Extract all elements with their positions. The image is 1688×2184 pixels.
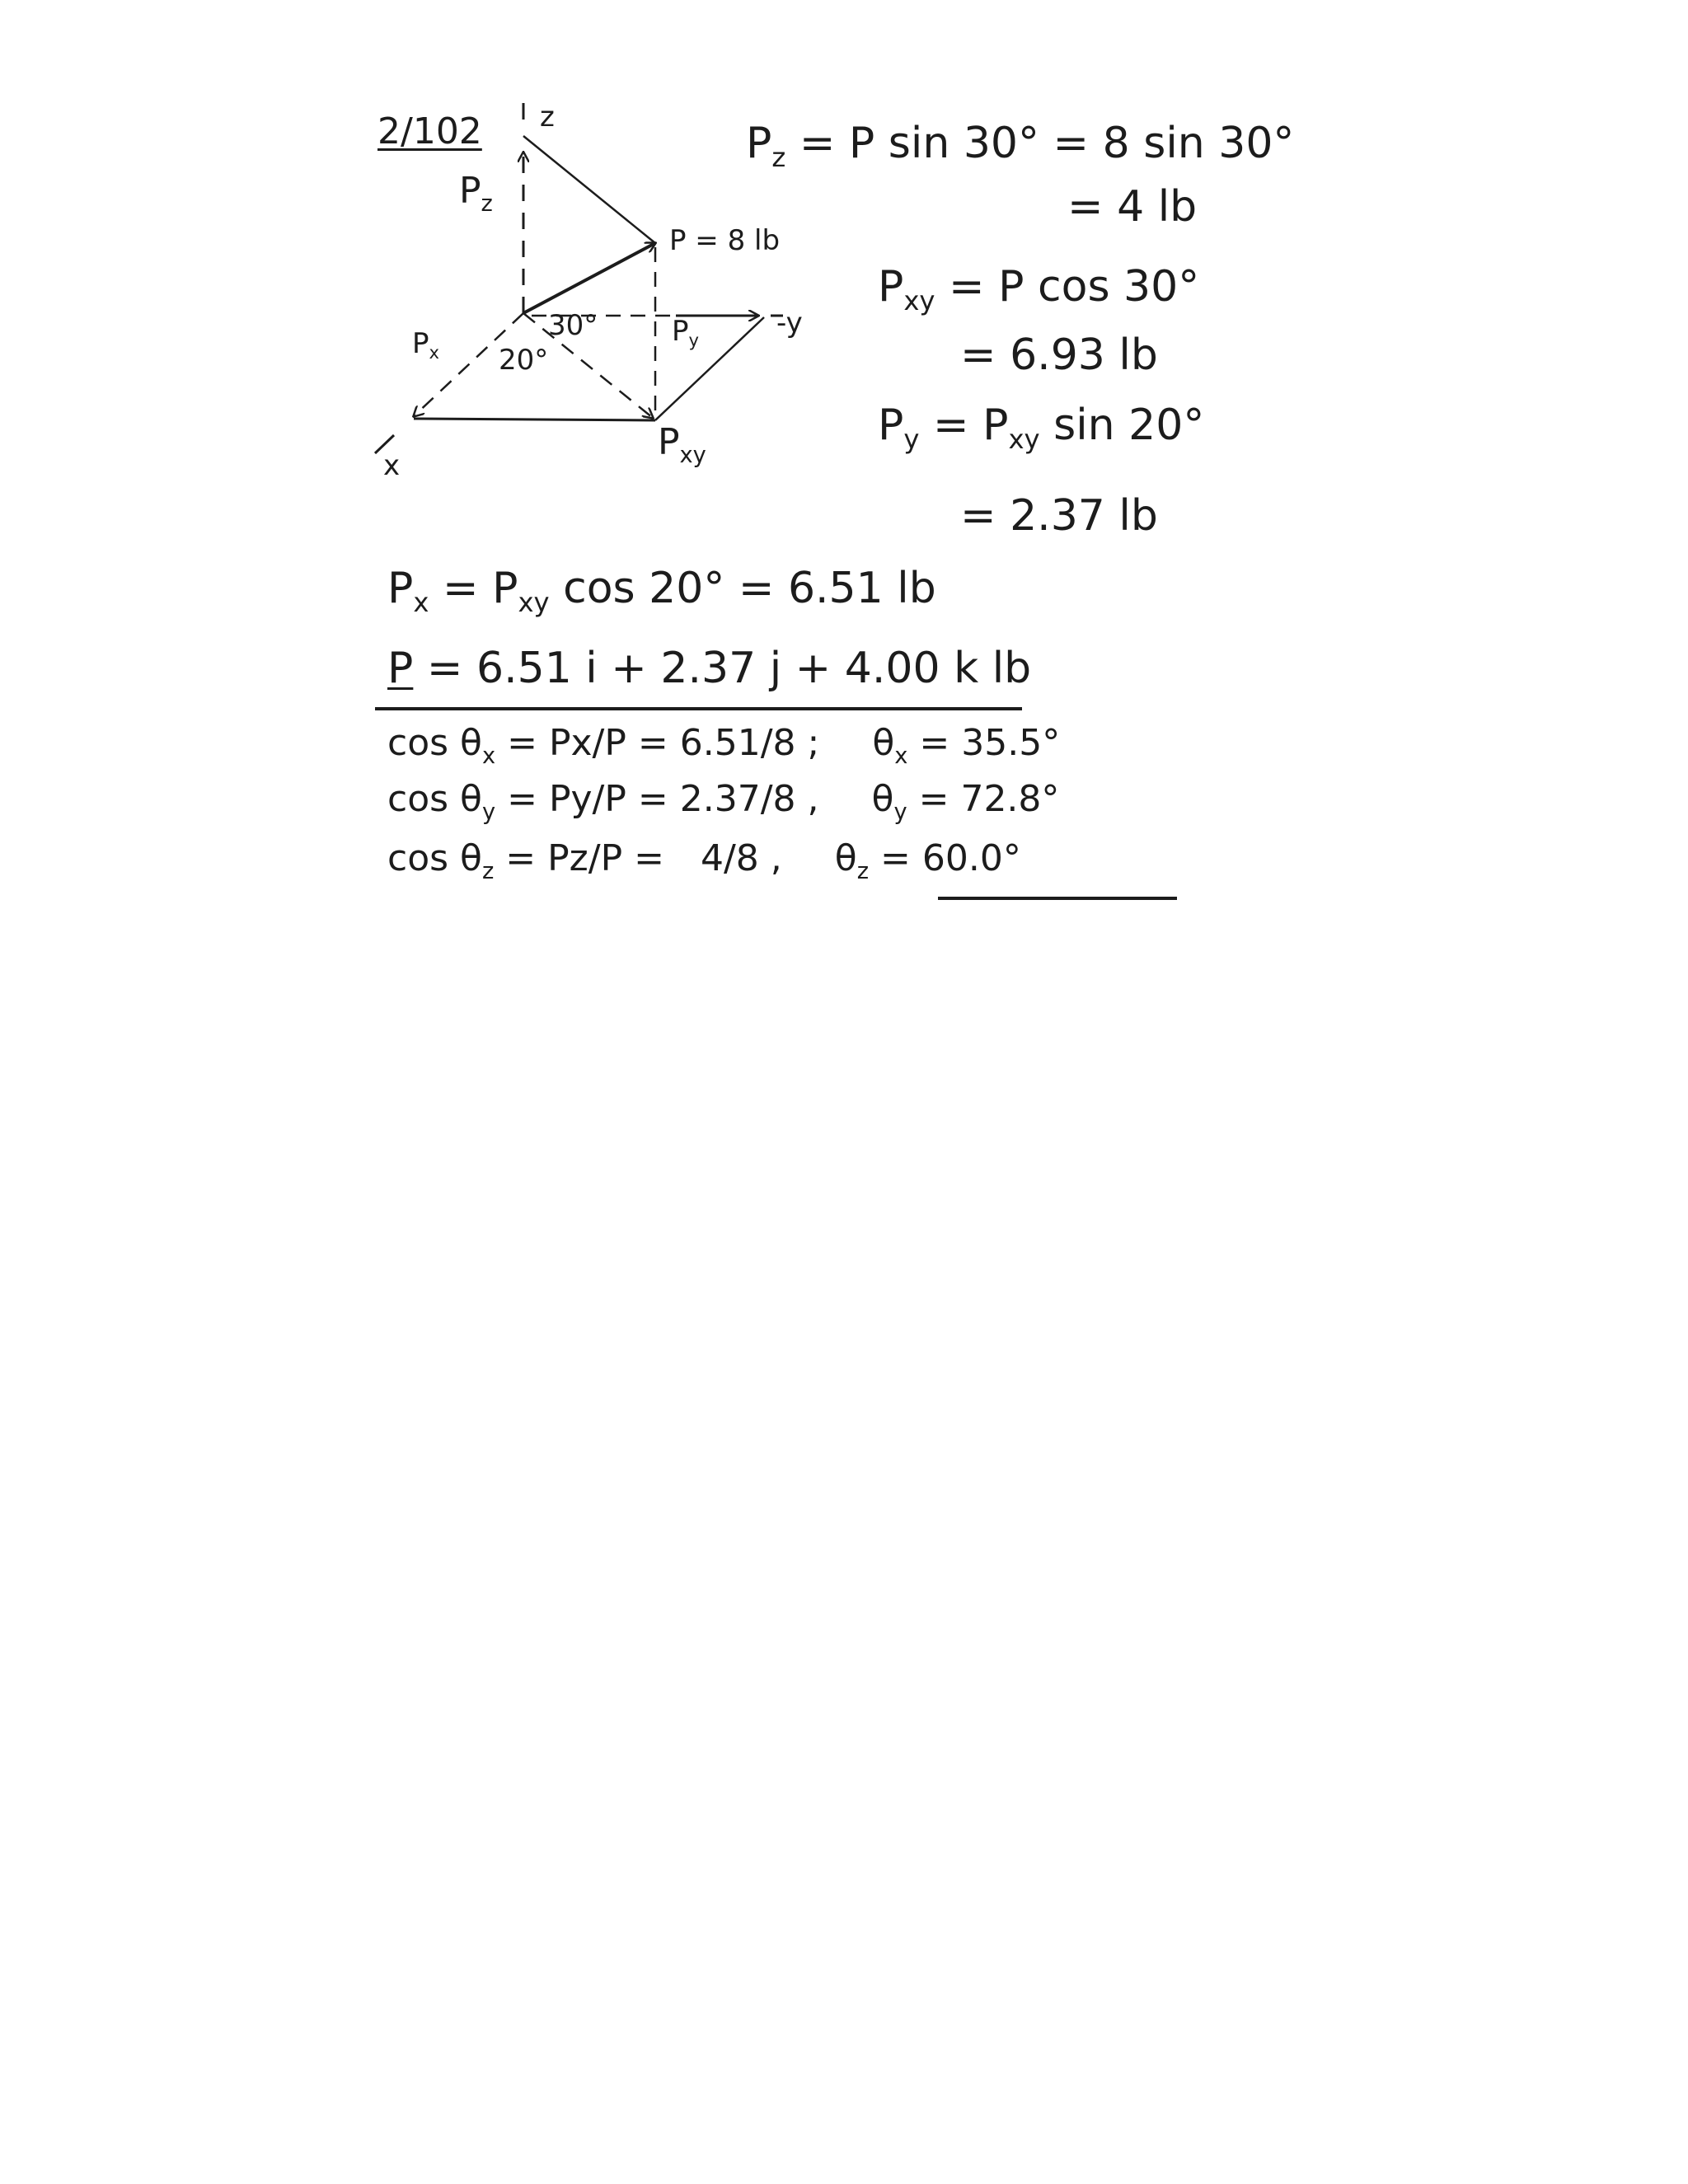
angle-row-z: $\cos \theta_z = Pz/P = 4/8$ , $\theta_z = 60.0^\circ$ (387, 837, 1021, 884)
z-axis-label: z (540, 101, 555, 134)
y-axis-label: -y (776, 307, 803, 340)
px-to-pxy-line (414, 419, 655, 420)
p-magnitude-label: P = 8 lb (669, 224, 781, 257)
pz-label: $P_z$ (459, 170, 493, 217)
p-arrow (523, 243, 655, 313)
divider-line (375, 707, 1022, 710)
pz-equation-line2: = 4 lb (1067, 182, 1198, 232)
angle-row-x: $\cos \theta_x = Px/P = 6.51/8$ ; $\theta_x = 35.5^\circ$ (387, 722, 1061, 769)
angle-30-label: 30° (548, 309, 598, 342)
problem-number: 2/102 (377, 110, 482, 152)
py-equation-line1: $P_y = P_{xy}$ sin 20° (878, 401, 1205, 456)
answer-underline (938, 897, 1177, 900)
py-label: $P_y$ (672, 315, 699, 351)
pxy-label: $P_{xy}$ (658, 421, 706, 468)
pxy-equation-line1: $P_{xy} = P$ cos 30° (878, 262, 1200, 317)
pxy-equation-line2: = 6.93 lb (960, 330, 1158, 380)
py-equation-line2: = 2.37 lb (960, 491, 1158, 541)
angle-row-y: $\cos \theta_y = Py/P = 2.37/8$ , $\theta_y = 72.8^\circ$ (387, 778, 1060, 825)
x-axis-label: x (383, 449, 401, 482)
px-equation: $P_x = P_{xy}$ cos 20° = 6.51 lb (387, 564, 936, 619)
pz-equation-line1: $P_z = P$ sin 30° = 8 sin 30° (746, 119, 1295, 174)
pz-to-p-line (523, 136, 655, 243)
px-label: $P_x$ (412, 327, 439, 363)
p-vector-equation: P = 6.51 i + 2.37 j + 4.00 k lb (387, 644, 1032, 693)
angle-20-label: 20° (499, 344, 549, 377)
